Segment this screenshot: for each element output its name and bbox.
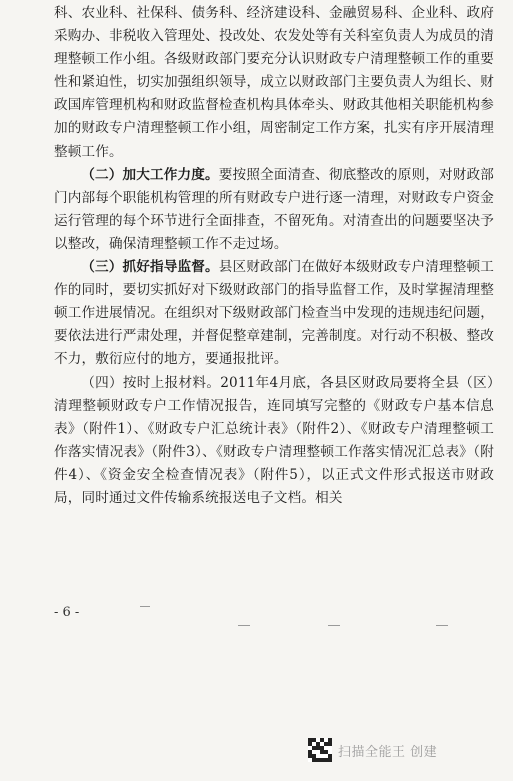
scan-mark (328, 625, 340, 626)
document-body (54, 2, 494, 510)
scan-mark (238, 625, 250, 626)
paragraph-text: 县区财政部门在做好本级财政专户清理整顿工作的同时，要切实抓好对下级财政部门的指导监督工作，及时掌握清理整顿工作进展情况。在组织对下级财政部门检查当中发现的违规违纪问题，要依法进行严肃处理，并督促整章建制，完善制度。对行动不积极、整改不力，敷衍应付的地方，要通报批评。 (54, 259, 494, 368)
paragraph-guidance-supervision (54, 256, 494, 371)
paragraph-work-intensity (54, 164, 494, 256)
qr-code-icon (308, 738, 332, 762)
scanner-watermark (308, 738, 437, 762)
section-heading: （二）加大工作力度。 (81, 166, 219, 183)
scan-mark (140, 606, 150, 607)
section-heading: （四）按时上报材料。 (81, 374, 221, 391)
scan-mark (436, 625, 448, 626)
watermark-text: 扫描全能王 创建 (338, 744, 438, 760)
paragraph-submit-materials (54, 372, 494, 511)
paragraph-org-leadership (54, 2, 494, 164)
paragraph-text: 2011年4月底，各县区财政局要将全县（区）清理整顿财政专户工作情况报告，连同填写完整的《财政专户基本信息表》（附件1）、《财政专户汇总统计表》（附件2）、《财政专户清理整顿工作落实情况表》（附件3）、《财政专户清理整顿工作落实情况汇总表》（附件4）、《资金安全检查情况表》（附件5），以正式文件形式报送市财政局，同时通过文件传输系统报送电子文档。相关 (54, 374, 494, 506)
paragraph-text: 科、农业科、社保科、债务科、经济建设科、金融贸易科、企业科、政府采购办、非税收入管理处、投改处、农发处等有关科室负责人为成员的清理整顿工作小组。各级财政部门要充分认识财政专户清理整顿工作的重要性和紧迫性，切实加强组织领导，成立以财政部门主要负责人为组长、财政国库管理机构和财政监督检查机构具体牵头、财政其他相关职能机构参加的财政专户清理整顿工作小组，周密制定工作方案，扎实有序开展清理整顿工作。 (54, 5, 494, 160)
paragraph-text: 要按照全面清查、彻底整改的原则，对财政部门内部每个职能机构管理的所有财政专户进行逐一清理，对财政专户资金运行管理的每个环节进行全面排查，不留死角。对清查出的问题要坚决予以整改，确保清理整顿工作不走过场。 (54, 166, 494, 252)
section-heading: （三）抓好指导监督。 (81, 259, 219, 276)
page-number: - 6 - (54, 605, 80, 620)
